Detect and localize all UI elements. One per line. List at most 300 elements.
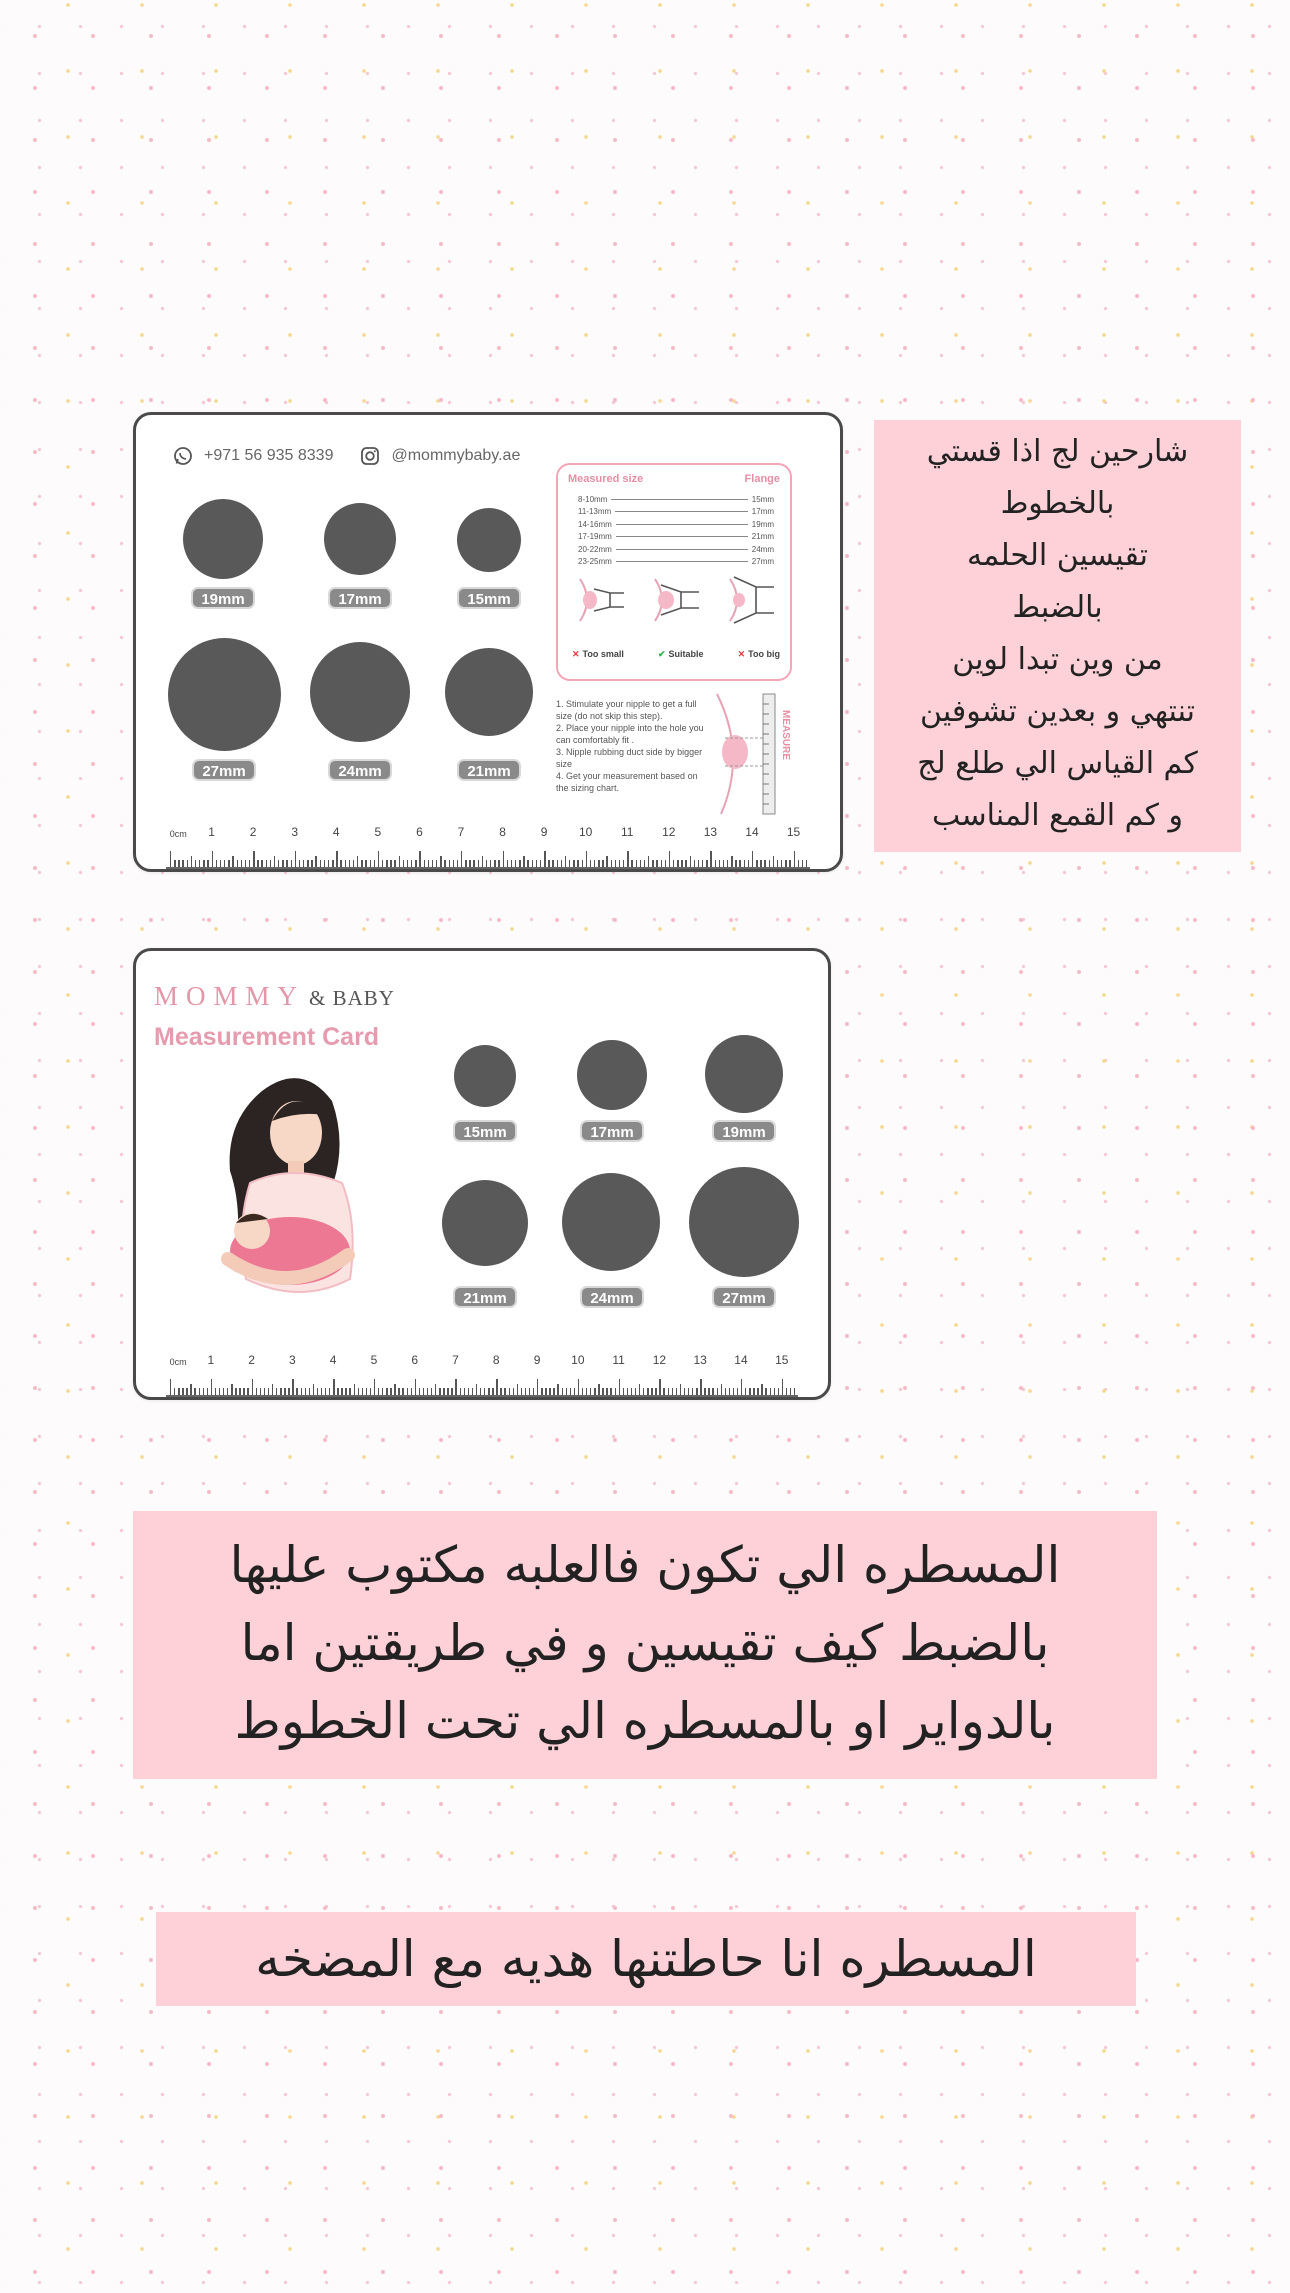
ruler-tick — [449, 860, 450, 867]
ruler-number: 10 — [571, 1353, 585, 1367]
ruler-number: 6 — [411, 1353, 419, 1367]
brand-baby: & BABY — [309, 986, 395, 1010]
ruler-tick — [515, 860, 516, 867]
ruler-number: 1 — [208, 825, 215, 839]
ruler-tick — [249, 860, 250, 867]
ruler-tick — [541, 1388, 542, 1395]
ruler-tick — [305, 1388, 306, 1395]
ruler-tick — [503, 851, 504, 867]
ruler-tick — [431, 1388, 432, 1395]
ruler-tick — [656, 860, 657, 867]
ruler-tick — [280, 1388, 281, 1395]
ruler-tick — [349, 1388, 350, 1395]
ruler-tick — [537, 1379, 538, 1395]
ruler-tick — [566, 1388, 567, 1395]
ruler-tick — [652, 860, 653, 867]
ruler-tick — [802, 860, 803, 867]
ruler-tick — [361, 860, 362, 867]
ruler-tick — [748, 860, 749, 867]
ruler-tick — [272, 1384, 273, 1395]
ruler-tick — [468, 1388, 469, 1395]
ruler-tick — [270, 860, 271, 867]
ruler-tick — [264, 1388, 265, 1395]
ruler-tick — [480, 1388, 481, 1395]
ruler-tick — [663, 1388, 664, 1395]
ruler-number: 10 — [578, 825, 593, 839]
ruler-tick — [659, 1379, 660, 1395]
ruler-tick — [386, 1388, 387, 1395]
ruler-tick — [329, 1388, 330, 1395]
ruler-tick — [723, 860, 724, 867]
ruler-tick — [195, 860, 196, 867]
ruler-tick — [212, 851, 213, 867]
ruler-tick — [211, 1379, 212, 1395]
ruler-tick — [519, 860, 520, 867]
ruler-tick — [451, 1388, 452, 1395]
card-subtitle: Measurement Card — [154, 1023, 380, 1051]
ruler-tick — [615, 860, 616, 867]
flange-suitable-illustration — [651, 573, 703, 627]
step-4: 4. Get your measurement based on the sizing chart. — [556, 771, 698, 793]
ruler-tick — [186, 1388, 187, 1395]
ruler-tick — [260, 1388, 261, 1395]
ruler-tick — [725, 1388, 726, 1395]
ruler-tick — [301, 1388, 302, 1395]
ruler-tick — [577, 860, 578, 867]
ruler-tick — [370, 860, 371, 867]
ruler-tick — [644, 860, 645, 867]
ruler-tick — [407, 1388, 408, 1395]
hole-label: 15mm — [457, 587, 521, 609]
ruler-tick — [366, 1388, 367, 1395]
ruler-tick — [773, 856, 774, 867]
ruler-tick — [411, 860, 412, 867]
ruler-tick — [268, 1388, 269, 1395]
ruler-tick — [507, 860, 508, 867]
ruler-tick — [669, 851, 670, 867]
instruction-steps — [556, 698, 711, 794]
ruler-tick — [358, 1388, 359, 1395]
ruler-tick — [291, 860, 292, 867]
ruler — [166, 1337, 798, 1397]
ruler-tick — [606, 1388, 607, 1395]
ruler-tick — [655, 1388, 656, 1395]
ruler-tick — [694, 860, 695, 867]
hole-label: 17mm — [328, 587, 392, 609]
ruler-tick — [436, 860, 437, 867]
ruler-tick — [394, 860, 395, 867]
ruler-number: 14 — [734, 1353, 748, 1367]
ruler-tick — [790, 1388, 791, 1395]
ruler-tick — [220, 860, 221, 867]
ruler-tick — [440, 856, 441, 867]
ruler-tick — [182, 860, 183, 867]
ruler-number: 8 — [499, 825, 506, 839]
ruler-tick — [461, 851, 462, 867]
ruler-tick — [296, 1388, 297, 1395]
ruler-tick — [288, 1388, 289, 1395]
ruler-tick — [706, 860, 707, 867]
ruler-tick — [764, 860, 765, 867]
fit-suitable: ✔ Suitable — [657, 649, 704, 659]
brand-logo — [154, 981, 395, 1012]
ruler-tick — [303, 860, 304, 867]
ruler-tick — [235, 1388, 236, 1395]
ruler-tick — [517, 1384, 518, 1395]
ruler-zero-label: 0cm — [169, 829, 187, 839]
step-1: 1. Stimulate your nipple to get a full size (do not skip this step). — [556, 699, 697, 721]
ruler-tick — [794, 851, 795, 867]
ruler-tick — [333, 1379, 334, 1395]
ruler-number: 2 — [249, 825, 257, 839]
ruler-tick — [582, 860, 583, 867]
ruler-tick — [727, 860, 728, 867]
ruler-tick — [237, 860, 238, 867]
ruler-tick — [190, 1384, 191, 1395]
ruler-tick — [478, 860, 479, 867]
ruler-tick — [540, 860, 541, 867]
ruler-tick — [561, 860, 562, 867]
ruler-tick — [187, 860, 188, 867]
ruler-number: 8 — [492, 1353, 500, 1367]
ruler-tick — [712, 1388, 713, 1395]
ruler-tick — [427, 1388, 428, 1395]
ruler-tick — [623, 1388, 624, 1395]
ruler-tick — [227, 1388, 228, 1395]
hole-label: 27mm — [192, 759, 256, 781]
ruler-tick — [565, 856, 566, 867]
ruler-number: 4 — [329, 1353, 337, 1367]
ruler-tick — [486, 860, 487, 867]
hole-label: 19mm — [712, 1120, 776, 1142]
ruler-tick — [256, 1388, 257, 1395]
ruler-tick — [252, 1379, 253, 1395]
ruler-tick — [407, 860, 408, 867]
ruler-tick — [636, 860, 637, 867]
ruler-tick — [484, 1388, 485, 1395]
ruler-tick — [710, 851, 711, 867]
measurement-card-front — [133, 948, 831, 1400]
ruler-number: 11 — [621, 825, 634, 839]
ruler-tick — [488, 1388, 489, 1395]
ruler-number: 3 — [289, 1353, 296, 1367]
ruler-number: 15 — [786, 825, 801, 839]
step-2: 2. Place your nipple into the hole you can comfortably fit . — [556, 723, 704, 745]
ruler-tick — [647, 1388, 648, 1395]
ruler-tick — [231, 1384, 232, 1395]
ruler-zero-label: 0cm — [169, 1357, 187, 1367]
ruler-tick — [684, 1388, 685, 1395]
ruler-tick — [295, 851, 296, 867]
ruler-tick — [332, 860, 333, 867]
ruler-tick — [341, 1388, 342, 1395]
ruler-tick — [191, 856, 192, 867]
hole-label: 21mm — [453, 1286, 517, 1308]
ruler-tick — [490, 860, 491, 867]
ruler-tick — [257, 860, 258, 867]
ruler-tick — [320, 860, 321, 867]
ruler-number: 5 — [370, 1353, 378, 1367]
ruler-tick — [533, 1388, 534, 1395]
size-chart-header-flange: Flange — [744, 473, 780, 485]
ruler-number: 13 — [703, 825, 718, 839]
ruler-tick — [594, 1388, 595, 1395]
flange-too-big-illustration — [726, 573, 778, 627]
ruler-tick — [469, 860, 470, 867]
ruler-tick — [170, 1379, 171, 1395]
size-chart-row: 23-25mm 27mm — [578, 557, 774, 567]
ruler-tick — [525, 1388, 526, 1395]
hole-label: 24mm — [328, 759, 392, 781]
whatsapp-icon — [172, 445, 194, 467]
ruler-tick — [717, 1388, 718, 1395]
ruler-tick — [321, 1388, 322, 1395]
ruler-number: 1 — [207, 1353, 215, 1367]
ruler-tick — [504, 1388, 505, 1395]
ruler-tick — [602, 860, 603, 867]
ruler-tick — [340, 860, 341, 867]
ruler-tick — [374, 1379, 375, 1395]
breastfeeding-mother-illustration — [192, 1071, 382, 1321]
ruler-tick — [760, 860, 761, 867]
hole-21mm — [445, 648, 533, 736]
ruler-number: 12 — [662, 825, 676, 839]
ruler-tick — [643, 1388, 644, 1395]
ruler-tick — [665, 860, 666, 867]
ruler-tick — [464, 1388, 465, 1395]
ruler-tick — [399, 856, 400, 867]
ruler-tick — [398, 1388, 399, 1395]
ruler-tick — [590, 860, 591, 867]
hole-19mm — [183, 499, 263, 579]
hole-15mm — [457, 508, 521, 572]
ruler-tick — [247, 1388, 248, 1395]
ruler-tick — [627, 851, 628, 867]
ruler-tick — [219, 1388, 220, 1395]
ruler-tick — [698, 860, 699, 867]
hole-label: 15mm — [453, 1120, 517, 1142]
hole-15mm — [454, 1045, 516, 1107]
ruler-tick — [590, 1388, 591, 1395]
ruler-tick — [311, 860, 312, 867]
ruler-tick — [402, 1388, 403, 1395]
ruler-tick — [349, 860, 350, 867]
ruler-tick — [756, 860, 757, 867]
ruler-number: 2 — [248, 1353, 255, 1367]
ruler-tick — [415, 860, 416, 867]
ruler-tick — [598, 1384, 599, 1395]
ruler-tick — [606, 856, 607, 867]
ruler-tick — [696, 1388, 697, 1395]
size-chart-row: 20-22mm 24mm — [578, 544, 774, 554]
cross-icon: ✕ — [737, 649, 746, 659]
fit-too-big: ✕ Too big — [737, 649, 780, 659]
ruler-tick — [794, 1388, 795, 1395]
ruler-tick — [615, 1388, 616, 1395]
ruler-tick — [357, 856, 358, 867]
ruler-tick — [473, 860, 474, 867]
cross-icon: ✕ — [572, 649, 580, 659]
ruler-number: 7 — [457, 825, 465, 839]
ruler-tick — [757, 1388, 758, 1395]
ruler-tick — [532, 860, 533, 867]
ruler-tick — [199, 860, 200, 867]
ruler-tick — [315, 856, 316, 867]
ruler-tick — [492, 1388, 493, 1395]
ruler-tick — [598, 860, 599, 867]
ruler-tick — [761, 1384, 762, 1395]
contact-line — [172, 445, 520, 467]
ruler-tick — [731, 856, 732, 867]
ruler-tick — [382, 1388, 383, 1395]
explanation-note: شارحين لج اذا قستي بالخطوط تقيسين الحلمه بالضبط من وين تبدا لوين تنتهي و بعدين تشوفين كم القياس الي طلع لج و كم القمع المناسب — [874, 420, 1241, 852]
ruler-tick — [309, 1388, 310, 1395]
ruler-tick — [521, 1388, 522, 1395]
ruler-tick — [216, 860, 217, 867]
ruler-tick — [345, 860, 346, 867]
ruler-tick — [552, 860, 553, 867]
check-icon: ✔ — [657, 649, 666, 659]
ruler-tick — [353, 860, 354, 867]
ruler-tick — [245, 860, 246, 867]
ruler-number: 9 — [540, 825, 548, 839]
ruler-tick — [378, 1388, 379, 1395]
measurement-card-back — [133, 412, 843, 872]
ruler-tick — [276, 1388, 277, 1395]
hole-label: 19mm — [191, 587, 255, 609]
ruler-tick — [455, 1379, 456, 1395]
ruler-tick — [174, 860, 175, 867]
ruler-tick — [182, 1388, 183, 1395]
ruler-tick — [752, 851, 753, 867]
ruler-tick — [523, 856, 524, 867]
ruler-tick — [602, 1388, 603, 1395]
ruler-tick — [737, 1388, 738, 1395]
ruler-tick — [307, 860, 308, 867]
ruler-tick — [378, 851, 379, 867]
ruler-tick — [785, 860, 786, 867]
step-3: 3. Nipple rubbing duct side by bigger size — [556, 747, 703, 769]
hole-27mm — [689, 1167, 799, 1277]
ruler-tick — [370, 1388, 371, 1395]
ruler-tick — [721, 1384, 722, 1395]
ruler-tick — [496, 1379, 497, 1395]
ruler-tick — [174, 1388, 175, 1395]
ruler-tick — [439, 1388, 440, 1395]
ruler-tick — [403, 860, 404, 867]
ruler-tick — [292, 1379, 293, 1395]
ruler-tick — [677, 860, 678, 867]
ruler-tick — [382, 860, 383, 867]
ruler-tick — [676, 1388, 677, 1395]
ruler-tick — [549, 1388, 550, 1395]
ruler-tick — [362, 1388, 363, 1395]
ruler-tick — [207, 1388, 208, 1395]
ruler-tick — [243, 1388, 244, 1395]
ruler-tick — [178, 1388, 179, 1395]
ruler-tick — [232, 856, 233, 867]
ruler-tick — [639, 1384, 640, 1395]
ruler-tick — [354, 1384, 355, 1395]
ruler-tick — [374, 860, 375, 867]
ruler-tick — [500, 1388, 501, 1395]
ruler-tick — [553, 1388, 554, 1395]
ruler-tick — [432, 860, 433, 867]
ruler-tick — [611, 860, 612, 867]
ruler-tick — [223, 1388, 224, 1395]
ruler-tick — [428, 860, 429, 867]
ruler-tick — [215, 1388, 216, 1395]
ruler-tick — [692, 1388, 693, 1395]
ruler-tick — [586, 851, 587, 867]
hole-label: 17mm — [580, 1120, 644, 1142]
ruler-tick — [199, 1388, 200, 1395]
ruler-tick — [365, 860, 366, 867]
ruler-number: 5 — [374, 825, 382, 839]
ruler-tick — [569, 860, 570, 867]
ruler-tick — [337, 1388, 338, 1395]
ruler-tick — [578, 1379, 579, 1395]
ruler-tick — [574, 1388, 575, 1395]
ruler-tick — [527, 860, 528, 867]
ruler-tick — [494, 860, 495, 867]
ruler-tick — [651, 1388, 652, 1395]
ruler-tick — [194, 1388, 195, 1395]
ruler-tick — [573, 860, 574, 867]
size-chart-row: 14-16mm 19mm — [578, 519, 774, 529]
ruler-tick — [453, 860, 454, 867]
ruler-tick — [498, 860, 499, 867]
ruler-tick — [702, 860, 703, 867]
ruler-tick — [570, 1388, 571, 1395]
ruler-tick — [786, 1388, 787, 1395]
ruler-tick — [798, 860, 799, 867]
ruler-tick — [536, 860, 537, 867]
ruler-tick — [777, 860, 778, 867]
size-chart-row: 17-19mm 21mm — [578, 532, 774, 542]
ruler-tick — [336, 851, 337, 867]
ruler-tick — [457, 860, 458, 867]
ruler-tick — [419, 1388, 420, 1395]
ruler-tick — [266, 860, 267, 867]
ruler-tick — [729, 1388, 730, 1395]
ruler-number: 12 — [652, 1353, 667, 1367]
ruler-number: 11 — [612, 1353, 625, 1367]
hole-17mm — [324, 503, 396, 575]
ruler-tick — [631, 1388, 632, 1395]
ruler-tick — [704, 1388, 705, 1395]
ruler-number: 4 — [332, 825, 340, 839]
ruler-tick — [673, 860, 674, 867]
ruler-tick — [562, 1388, 563, 1395]
ruler-number: 6 — [416, 825, 423, 839]
ruler-tick — [681, 860, 682, 867]
ruler-tick — [390, 860, 391, 867]
ruler-tick — [708, 1388, 709, 1395]
ruler-tick — [424, 860, 425, 867]
ruler-tick — [735, 860, 736, 867]
hole-17mm — [577, 1040, 647, 1110]
hole-19mm — [705, 1035, 783, 1113]
ruler-tick — [394, 1384, 395, 1395]
ruler-tick — [635, 1388, 636, 1395]
ruler-tick — [274, 856, 275, 867]
nipple-measure-illustration — [711, 690, 797, 818]
ruler-tick — [739, 860, 740, 867]
hole-24mm — [310, 642, 410, 742]
ruler-tick — [239, 1388, 240, 1395]
flange-too-small-illustration — [576, 573, 628, 627]
